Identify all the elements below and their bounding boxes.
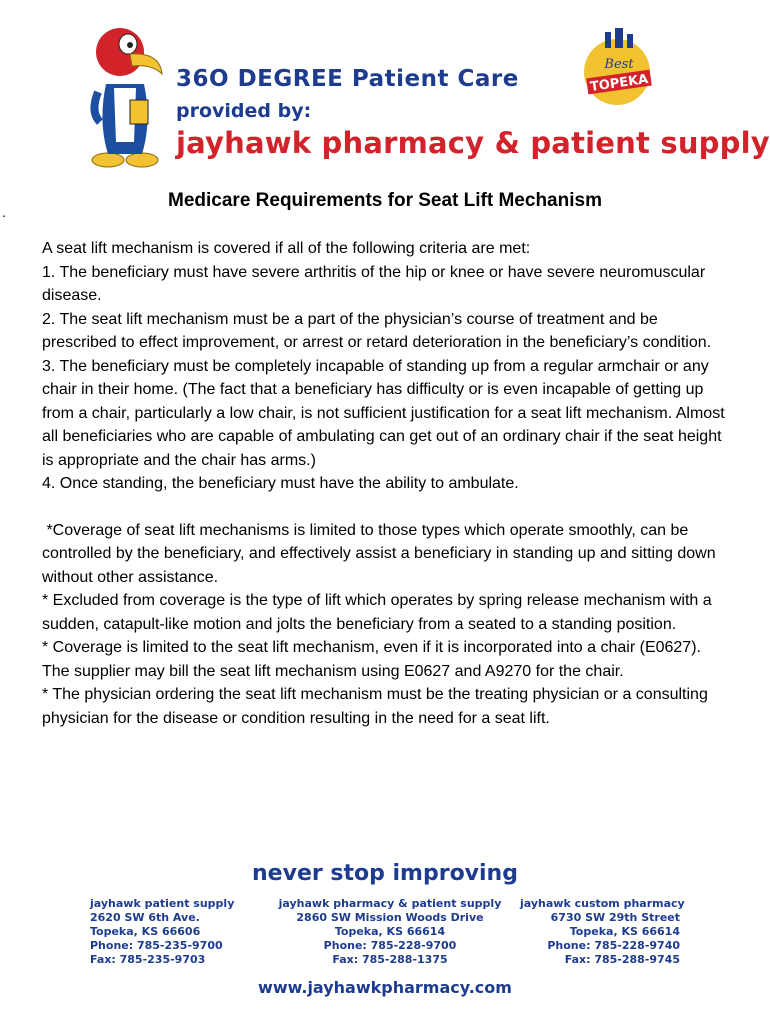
note-4: * The physician ordering the seat lift mechanism must be the treating physician or a consulting physician for the disease or condition resulting in the need for a seat lift. xyxy=(42,686,708,727)
badge-best-text: Best xyxy=(604,57,634,72)
location-name: jayhawk custom pharmacy xyxy=(520,897,685,910)
location-name: jayhawk pharmacy & patient supply xyxy=(278,897,502,910)
brand-pharmacy-name: jayhawk pharmacy & patient supply xyxy=(176,126,770,160)
badge-topeka-text: TOPEKA xyxy=(589,71,650,95)
location-patient-supply xyxy=(90,897,234,967)
jayhawk-mascot-logo xyxy=(86,22,164,170)
location-city: Topeka, KS 66606 xyxy=(90,925,201,938)
location-pharmacy-patient-supply xyxy=(270,897,510,967)
location-street: 2620 SW 6th Ave. xyxy=(90,911,200,924)
location-city: Topeka, KS 66614 xyxy=(334,925,446,938)
criterion-2: 2. The seat lift mechanism must be a part of the physician’s course of treatment and be prescribed to effect improvement, or arrest or retard deterioration in the beneficiary’s condition. xyxy=(42,310,712,351)
note-1: *Coverage of seat lift mechanisms is limited to those types which operate smoothly, can be controlled by the beneficiary, and effectively assist a beneficiary in standing up and sitting down without other assistance. xyxy=(42,521,721,586)
location-fax: Fax: 785-235-9703 xyxy=(90,953,206,966)
location-street: 6730 SW 29th Street xyxy=(550,911,680,924)
brand-title: 36O DEGREE Patient Care xyxy=(176,66,519,92)
location-name: jayhawk patient supply xyxy=(90,897,235,910)
website-link[interactable]: www.jayhawkpharmacy.com xyxy=(258,978,512,997)
criterion-4: 4. Once standing, the beneficiary must have the ability to ambulate. xyxy=(42,475,519,492)
location-fax: Fax: 785-288-1375 xyxy=(332,953,448,966)
document-body xyxy=(42,237,732,730)
criterion-1: 1. The beneficiary must have severe arthritis of the hip or knee or have severe neuromuscular disease. xyxy=(42,263,706,304)
location-city: Topeka, KS 66614 xyxy=(569,925,680,938)
location-phone: Phone: 785-228-9740 xyxy=(547,939,680,952)
best-of-topeka-badge xyxy=(583,28,655,108)
location-phone: Phone: 785-235-9700 xyxy=(90,939,223,952)
location-fax: Fax: 785-288-9745 xyxy=(564,953,680,966)
location-street: 2860 SW Mission Woods Drive xyxy=(296,911,484,924)
location-phone: Phone: 785-228-9700 xyxy=(323,939,457,952)
criterion-3: 3. The beneficiary must be completely incapable of standing up from a regular armchair or any chair in their home. (The fact that a beneficiary has difficulty or is even incapable of getting up from a chair, particularly a low chair, is not sufficient justification for a seat lift mechanism. Almost all beneficiaries who are capable of ambulating can get out of an ordinary chair if the seat height is appropriate and the chair has arms.) xyxy=(42,357,725,469)
brand-provided-by: provided by: xyxy=(176,100,312,122)
footer-slogan: never stop improving xyxy=(252,861,518,886)
document-title: Medicare Requirements for Seat Lift Mechanism xyxy=(168,190,602,211)
paragraph-gap xyxy=(42,496,732,519)
intro-paragraph: A seat lift mechanism is covered if all of the following criteria are met: xyxy=(42,240,531,257)
stray-mark: . xyxy=(2,204,6,220)
note-3: * Coverage is limited to the seat lift mechanism, even if it is incorporated into a chair (E0627). The supplier may bill the seat lift mechanism using E0627 and A9270 for the chair. xyxy=(42,639,701,680)
note-2: * Excluded from coverage is the type of lift which operates by spring release mechanism with a sudden, catapult-like motion and jolts the beneficiary from a seated to a standing position. xyxy=(42,592,712,633)
location-custom-pharmacy xyxy=(520,897,685,967)
